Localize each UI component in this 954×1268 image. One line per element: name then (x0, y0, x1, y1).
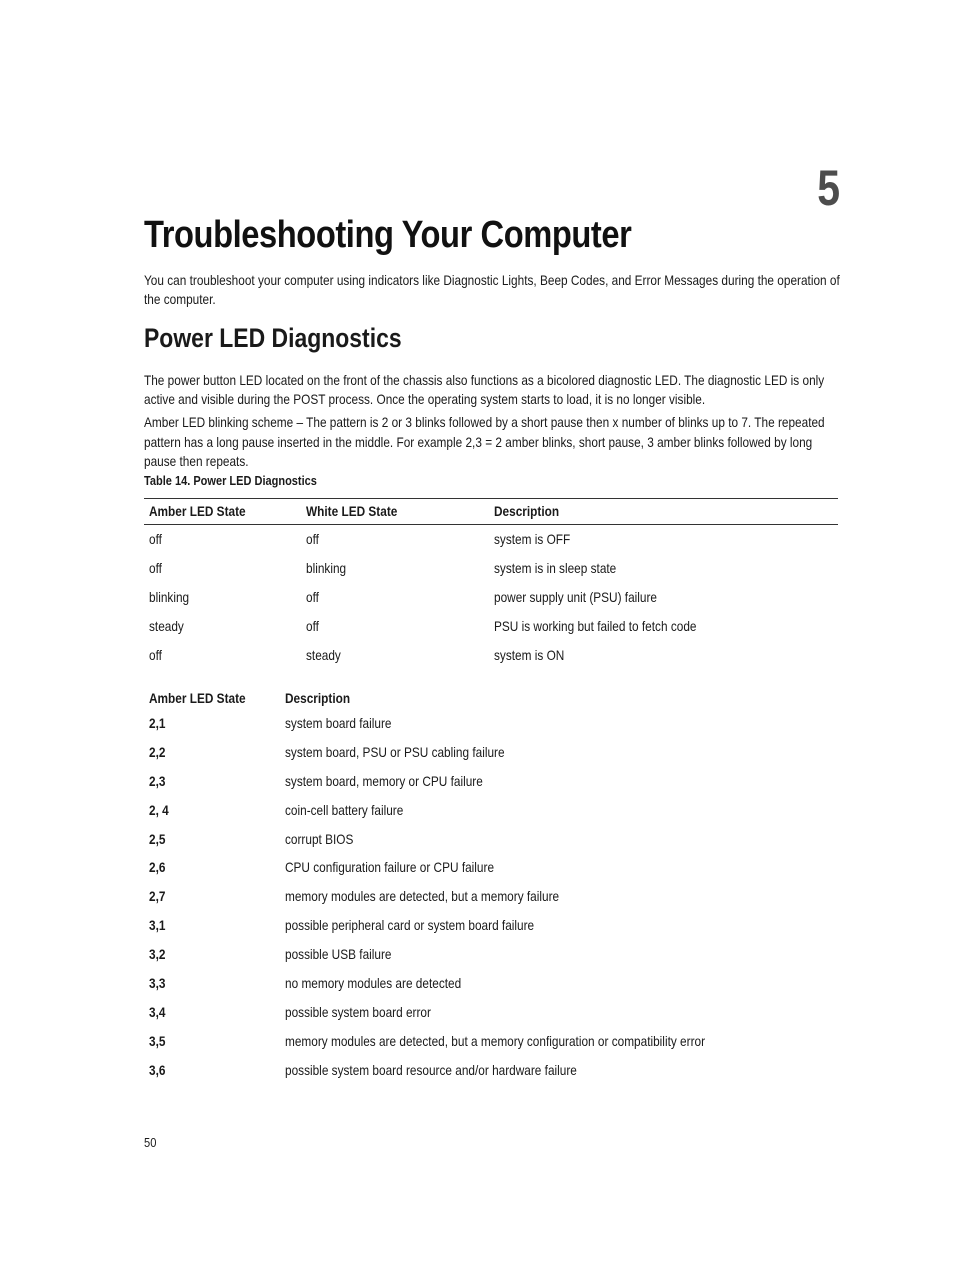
description-cell: system is in sleep state (494, 561, 617, 576)
table-row (144, 554, 838, 583)
header-white-led-state: White LED State (306, 504, 398, 519)
blink-code-table (144, 688, 838, 1088)
description-cell: system board, PSU or PSU cabling failure (285, 744, 505, 760)
blink-code-cell: 3,3 (149, 976, 166, 992)
white-state-cell: steady (306, 648, 341, 663)
header-description: Description (494, 504, 560, 519)
table-row (144, 525, 838, 554)
blink-code-cell: 2,1 (149, 716, 166, 731)
led-state-table (144, 498, 838, 670)
blink-code-cell: 2,3 (149, 773, 166, 789)
white-state-cell: off (306, 532, 319, 547)
description-paragraph: The power button LED located on the front of the chassis also functions as a bicolored diagnostic LED. The diagnostic LED is only active and visible during the POST process. Once the operating system starts to load, it is no longer visible. (144, 373, 825, 407)
table-row (144, 856, 838, 885)
section-heading: Power LED Diagnostics (144, 323, 402, 353)
blink-scheme-paragraph: Amber LED blinking scheme – The pattern is 2 or 3 blinks followed by a short pause then x number of blinks up to 7. The repeated pattern has a long pause inserted in the middle. For example 2,3 = 2 amber blinks, short pause, 3 amber blinks followed by long pause then repeats. (144, 415, 825, 469)
table-row (144, 943, 838, 972)
table-row (144, 1030, 838, 1059)
description-cell: system board failure (285, 716, 392, 731)
header-amber-led-state: Amber LED State (149, 504, 246, 519)
table-row (144, 828, 838, 857)
table-header (144, 688, 838, 712)
table-row (144, 885, 838, 914)
table-caption: Table 14. Power LED Diagnostics (144, 473, 317, 488)
blink-code-cell: 2,5 (149, 831, 166, 847)
header-amber-led-state: Amber LED State (149, 691, 246, 706)
chapter-number: 5 (817, 160, 840, 216)
table-row (144, 712, 838, 741)
description-cell: PSU is working but failed to fetch code (494, 619, 697, 634)
description-cell: power supply unit (PSU) failure (494, 590, 658, 605)
description-cell: possible USB failure (285, 947, 392, 963)
table-row (144, 770, 838, 799)
blink-code-cell: 3,4 (149, 1004, 166, 1020)
page-title: Troubleshooting Your Computer (144, 214, 632, 256)
table-row (144, 799, 838, 828)
table-row (144, 1001, 838, 1030)
description-cell: possible system board resource and/or hardware failure (285, 1062, 577, 1078)
white-state-cell: off (306, 619, 319, 634)
amber-state-cell: steady (149, 619, 184, 634)
blink-code-cell: 2, 4 (149, 802, 169, 818)
table-header (144, 498, 838, 525)
description-cell: possible peripheral card or system board failure (285, 918, 535, 934)
description-cell: coin-cell battery failure (285, 802, 404, 818)
description-cell: corrupt BIOS (285, 831, 354, 847)
white-state-cell: blinking (306, 561, 347, 576)
amber-state-cell: off (149, 532, 162, 547)
blink-code-cell: 3,1 (149, 918, 166, 934)
description-cell: system is ON (494, 648, 565, 663)
table-row (144, 612, 838, 641)
amber-state-cell: off (149, 648, 162, 663)
table-row (144, 641, 838, 670)
table-row (144, 972, 838, 1001)
table-row (144, 583, 838, 612)
blink-code-cell: 3,5 (149, 1033, 166, 1049)
table-row (144, 741, 838, 770)
table-row (144, 914, 838, 943)
description-cell: CPU configuration failure or CPU failure (285, 860, 495, 876)
blink-code-cell: 2,7 (149, 889, 166, 905)
table-row (144, 1059, 838, 1088)
page-number: 50 (144, 1135, 157, 1150)
blink-code-cell: 2,2 (149, 744, 166, 760)
description-cell: memory modules are detected, but a memory failure (285, 889, 560, 905)
description-cell: possible system board error (285, 1004, 431, 1020)
amber-state-cell: off (149, 561, 162, 576)
amber-state-cell: blinking (149, 590, 190, 605)
blink-code-cell: 2,6 (149, 860, 166, 876)
intro-paragraph: You can troubleshoot your computer using indicators like Diagnostic Lights, Beep Codes, and Error Messages during the operation of the computer. (144, 273, 840, 307)
description-cell: memory modules are detected, but a memory configuration or compatibility error (285, 1033, 706, 1049)
description-cell: system board, memory or CPU failure (285, 773, 483, 789)
description-cell: system is OFF (494, 532, 571, 547)
header-description: Description (285, 691, 351, 706)
blink-code-cell: 3,2 (149, 947, 166, 963)
white-state-cell: off (306, 590, 319, 605)
description-cell: no memory modules are detected (285, 976, 462, 992)
blink-code-cell: 3,6 (149, 1062, 166, 1078)
